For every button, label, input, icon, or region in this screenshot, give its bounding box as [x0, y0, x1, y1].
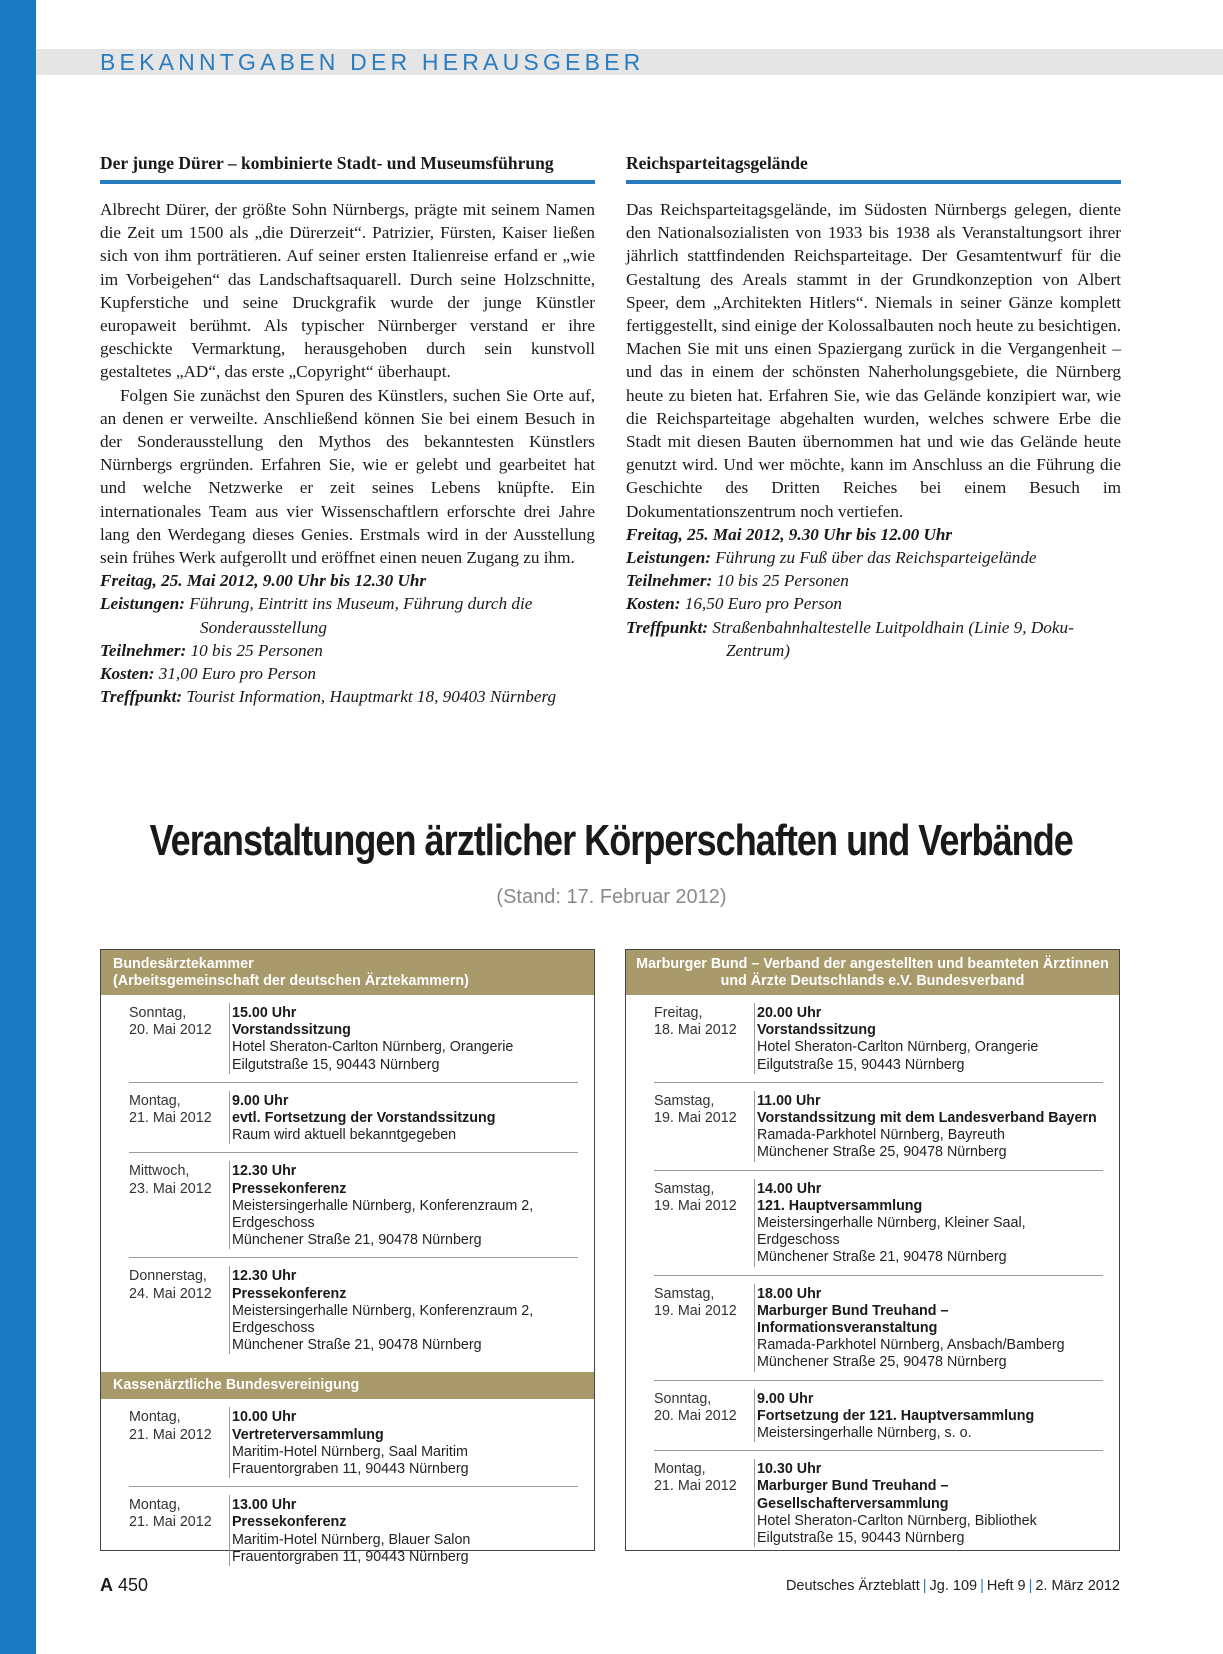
right-meta-row — [626, 569, 1121, 592]
event-location-line: Hotel Sheraton-Carlton Nürnberg, Orangerie — [757, 1039, 1039, 1056]
event-location-line: Frauentorgraben 11, 90443 Nürnberg — [232, 1461, 469, 1478]
page-number-value: 450 — [118, 1575, 149, 1595]
event-info — [229, 1495, 578, 1566]
meta-label: Teilnehmer: — [626, 571, 713, 591]
event-time: 14.00 Uhr — [757, 1180, 822, 1197]
event-time: 11.00 Uhr — [757, 1092, 821, 1109]
event-title: evtl. Fortsetzung der Vorstandssitzung — [232, 1110, 496, 1127]
event-date: 21. Mai 2012 — [654, 1478, 737, 1495]
event-info — [229, 1161, 578, 1249]
events-stand-date: (Stand: 17. Februar 2012) — [496, 886, 727, 908]
event-entry — [654, 1381, 1103, 1452]
journal-name: Deutsches Ärzteblatt — [785, 1578, 920, 1594]
event-date: 21. Mai 2012 — [129, 1426, 212, 1443]
right-article-date: Freitag, 25. Mai 2012, 9.30 Uhr bis 12.00 Uhr — [626, 524, 953, 544]
meta-value: 10 bis 25 Personen — [716, 571, 849, 591]
event-date — [654, 1091, 754, 1162]
event-time: 20.00 Uhr — [757, 1005, 822, 1021]
event-title: Marburger Bund Treuhand – Gesellschafterversammlung — [757, 1478, 949, 1512]
event-day: Montag, — [129, 1497, 181, 1514]
event-list — [626, 995, 1119, 1555]
event-date — [654, 1389, 754, 1443]
meta-label: Treffpunkt: — [100, 687, 183, 707]
left-article — [100, 152, 595, 708]
page-prefix: A — [100, 1575, 113, 1595]
event-info — [754, 1284, 1103, 1372]
left-meta-row — [100, 662, 595, 685]
meta-value: Führung, Eintritt ins Museum, Führung durch die Sonderausstellung — [189, 594, 533, 637]
event-location-line: Frauentorgraben 11, 90443 Nürnberg — [232, 1548, 469, 1565]
event-date — [129, 1003, 229, 1074]
meta-label: Treffpunkt: — [626, 617, 709, 637]
events-title: Veranstaltungen ärztlicher Körperschaften und Verbände — [149, 816, 1073, 865]
event-entry — [654, 1276, 1103, 1381]
box-header-line: Bundesärztekammer — [113, 956, 254, 972]
left-article-date: Freitag, 25. Mai 2012, 9.00 Uhr bis 12.30 Uhr — [100, 571, 427, 591]
event-day: Donnerstag, — [129, 1268, 207, 1285]
event-day: Sonntag, — [129, 1005, 187, 1021]
event-location-line: Maritim-Hotel Nürnberg, Blauer Salon — [232, 1531, 471, 1548]
event-date: 23. Mai 2012 — [129, 1180, 212, 1197]
event-location-line: Münchener Straße 25, 90478 Nürnberg — [757, 1144, 1007, 1161]
event-date — [654, 1003, 754, 1074]
event-title: Vertreterversammlung — [232, 1426, 384, 1443]
event-date: 20. Mai 2012 — [654, 1407, 737, 1424]
event-date — [654, 1459, 754, 1547]
footer-separator: | — [1028, 1578, 1033, 1594]
left-event-box — [100, 949, 595, 1565]
footer-separator: | — [922, 1578, 927, 1594]
left-meta-row — [100, 592, 595, 638]
event-entry — [129, 1258, 578, 1362]
event-time: 15.00 Uhr — [232, 1005, 297, 1021]
box-header-line: Marburger Bund – Verband der angestellten und beamteten Ärztinnen — [636, 956, 1109, 972]
event-time: 13.00 Uhr — [232, 1497, 297, 1514]
event-title: Pressekonferenz — [232, 1285, 347, 1302]
event-location-line: Raum wird aktuell bekanntgegeben — [232, 1127, 457, 1144]
event-location-line: Münchener Straße 25, 90478 Nürnberg — [757, 1354, 1007, 1371]
event-date: 19. Mai 2012 — [654, 1302, 737, 1319]
right-article — [626, 152, 1121, 662]
event-day: Montag, — [654, 1461, 706, 1478]
event-info — [754, 1459, 1103, 1547]
event-info — [229, 1266, 578, 1354]
event-date: 18. Mai 2012 — [654, 1022, 737, 1039]
event-info — [229, 1003, 578, 1074]
event-info — [754, 1091, 1103, 1162]
event-title: Fortsetzung der 121. Hauptversammlung — [757, 1407, 1035, 1424]
meta-label: Kosten: — [100, 664, 155, 684]
event-location-line: Meistersingerhalle Nürnberg, Konferenzraum 2, — [232, 1197, 534, 1214]
event-day: Mittwoch, — [129, 1163, 190, 1180]
box-header-line: und Ärzte Deutschlands e.V. Bundesverband — [720, 973, 1025, 989]
left-article-heading: Der junge Dürer – kombinierte Stadt- und Museumsführung — [100, 153, 554, 173]
event-title: Vorstandssitzung mit dem Landesverband Bayern — [757, 1110, 1097, 1127]
event-location-line: Erdgeschoss — [232, 1320, 315, 1337]
meta-label: Leistungen: — [100, 594, 185, 614]
right-meta-row — [626, 546, 1121, 569]
box-subheader: Kassenärztliche Bundesvereinigung — [101, 1372, 594, 1399]
event-location-line: Ramada-Parkhotel Nürnberg, Ansbach/Bamberg — [757, 1337, 1065, 1354]
event-date: 24. Mai 2012 — [129, 1285, 212, 1302]
event-location-line: Maritim-Hotel Nürnberg, Saal Maritim — [232, 1443, 468, 1460]
event-date: 19. Mai 2012 — [654, 1197, 737, 1214]
event-location-line: Münchener Straße 21, 90478 Nürnberg — [757, 1249, 1007, 1266]
event-entry — [129, 1153, 578, 1258]
event-time: 9.00 Uhr — [232, 1092, 289, 1109]
right-paragraph: Das Reichsparteitagsgelände, im Südosten Nürnbergs gelegen, diente den Nationalsozialisten von 1933 bis 1938 als Veranstaltungsort ihrer jährlich stattfindenden Reichsparteitage. Der Gesamtentwurf für die Gestaltung des Areals stammt in der Grundkonzeption von Albert Speer, dem „Architekten Hitlers“. Niemals in seiner Gänze komplett fertiggestellt, sind einige der Kolossalbauten noch heute zu besichtigen. Machen Sie mit uns einen Spaziergang zurück in die Vergangenheit – und das in einem der schönsten Naherholungsgebiete, die Nürnberg heute zu bieten hat. Erfahren Sie, wie das Gelände konzipiert war, wie die Reichsparteitage abgehalten wurden, welches schwere Erbe die Stadt mit diesen Bauten übernommen hat und wie das Gelände heute genutzt wird. Und wer möchte, kann im Anschluss an die Führung die Geschichte des Dritten Reiches bei einem Besuch im Dokumentationszentrum noch vertiefen. — [626, 200, 1121, 521]
event-location-line: Eilgutstraße 15, 90443 Nürnberg — [232, 1056, 440, 1073]
meta-label: Kosten: — [626, 594, 681, 614]
page-number — [100, 1574, 148, 1596]
event-list — [101, 1399, 594, 1574]
event-entry — [654, 995, 1103, 1083]
event-entry — [129, 1399, 578, 1487]
footer-separator: | — [980, 1578, 984, 1594]
event-location-line: Erdgeschoss — [757, 1232, 840, 1249]
event-date — [654, 1284, 754, 1372]
meta-value: Führung zu Fuß über das Reichsparteigelände — [715, 548, 1037, 568]
meta-value: 10 bis 25 Personen — [190, 640, 323, 660]
event-entry — [654, 1171, 1103, 1276]
event-location-line: Meistersingerhalle Nürnberg, s. o. — [757, 1425, 972, 1442]
right-meta-row — [626, 616, 1121, 662]
meta-value: Straßenbahnhaltestelle Luitpoldhain (Linie 9, Doku-Zentrum) — [712, 617, 1074, 660]
box-header — [626, 950, 1119, 995]
event-entry — [129, 1487, 578, 1574]
event-title: Pressekonferenz — [232, 1180, 347, 1197]
journal-issue: Heft 9 — [986, 1578, 1026, 1594]
event-day: Samstag, — [654, 1180, 715, 1197]
meta-value: 16,50 Euro pro Person — [684, 594, 842, 614]
event-date — [129, 1091, 229, 1145]
event-day: Samstag, — [654, 1092, 715, 1109]
event-info — [229, 1091, 578, 1145]
right-article-rule — [626, 180, 1121, 184]
event-info — [754, 1179, 1103, 1267]
event-location-line: Eilgutstraße 15, 90443 Nürnberg — [757, 1056, 965, 1073]
event-entry — [129, 1083, 578, 1154]
event-info — [754, 1389, 1103, 1443]
event-date — [129, 1407, 229, 1478]
event-date — [129, 1266, 229, 1354]
event-time: 12.30 Uhr — [232, 1163, 297, 1180]
event-date — [654, 1179, 754, 1267]
event-info — [229, 1407, 578, 1478]
left-meta-row — [100, 639, 595, 662]
event-day: Freitag, — [654, 1005, 703, 1021]
event-day: Samstag, — [654, 1285, 715, 1302]
event-time: 18.00 Uhr — [757, 1285, 822, 1302]
event-list — [101, 995, 594, 1362]
box-header-line: (Arbeitsgemeinschaft der deutschen Ärztekammern) — [113, 973, 469, 989]
event-time: 10.30 Uhr — [757, 1461, 822, 1478]
event-date: 21. Mai 2012 — [129, 1514, 212, 1531]
event-title: Pressekonferenz — [232, 1514, 347, 1531]
section-label: BEKANNTGABEN DER HERAUSGEBER — [100, 49, 645, 75]
event-title: Vorstandssitzung — [232, 1022, 351, 1039]
event-title: Vorstandssitzung — [757, 1022, 876, 1039]
right-article-heading: Reichsparteitagsgelände — [626, 153, 808, 173]
event-location-line: Hotel Sheraton-Carlton Nürnberg, Orangerie — [232, 1039, 514, 1056]
left-meta-row — [100, 685, 595, 708]
meta-label: Leistungen: — [626, 548, 711, 568]
event-date — [129, 1161, 229, 1249]
meta-label: Teilnehmer: — [100, 640, 187, 660]
event-time: 10.00 Uhr — [232, 1409, 297, 1426]
box-header — [101, 950, 594, 995]
left-paragraph: Albrecht Dürer, der größte Sohn Nürnbergs, prägte mit seinem Namen die Zeit um 1500 als „die Dürerzeit“. Patrizier, Fürsten, Kaiser ließen sich von ihm porträtieren. Auf seiner ersten Italienreise erfand er „wie im Vorbeigehen“ das Landschaftsaquarell. Durch seine Holzschnitte, Kupferstiche und seine Druckgrafik wurde der junge Künstler europaweit berühmt. Als typischer Nürnberger verstand er ihre geschickte Vermarktung, herausgehoben durch sein kunstvoll gestaltetes „AD“, das erste „Copyright“ überhaupt. — [100, 200, 595, 382]
event-day: Montag, — [129, 1409, 181, 1426]
left-article-rule — [100, 180, 595, 184]
event-location-line: Ramada-Parkhotel Nürnberg, Bayreuth — [757, 1127, 1005, 1144]
event-time: 12.30 Uhr — [232, 1268, 297, 1285]
right-event-box — [625, 949, 1120, 1551]
event-location-line: Eilgutstraße 15, 90443 Nürnberg — [757, 1530, 965, 1547]
event-day: Sonntag, — [654, 1390, 712, 1407]
event-day: Montag, — [129, 1092, 181, 1109]
event-info — [754, 1003, 1103, 1074]
event-date — [129, 1495, 229, 1566]
event-title: 121. Hauptversammlung — [757, 1197, 923, 1214]
journal-footer — [786, 1577, 1120, 1595]
event-entry — [129, 995, 578, 1083]
event-entry — [654, 1451, 1103, 1555]
journal-volume: Jg. 109 — [929, 1578, 978, 1594]
journal-date: 2. März 2012 — [1035, 1578, 1120, 1594]
event-location-line: Meistersingerhalle Nürnberg, Kleiner Saal, — [757, 1215, 1026, 1232]
sidebar-color-bar — [0, 0, 36, 1654]
event-date: 19. Mai 2012 — [654, 1110, 737, 1127]
event-location-line: Hotel Sheraton-Carlton Nürnberg, Bibliothek — [757, 1512, 1037, 1529]
event-location-line: Münchener Straße 21, 90478 Nürnberg — [232, 1337, 482, 1354]
event-title: Marburger Bund Treuhand – Informationsveranstaltung — [757, 1302, 949, 1337]
event-date: 21. Mai 2012 — [129, 1110, 212, 1127]
meta-value: Tourist Information, Hauptmarkt 18, 90403 Nürnberg — [186, 687, 557, 707]
right-meta-row — [626, 592, 1121, 615]
event-location-line: Erdgeschoss — [232, 1215, 315, 1232]
left-paragraph: Folgen Sie zunächst den Spuren des Künstlers, suchen Sie Orte auf, an denen er verweilte. Anschließend können Sie bei einem Besuch in der Sonderausstellung den Mythos des bekanntesten Künstlers Nürnbergs ergründen. Erfahren Sie, wie er gelebt und gearbeitet hat und welche Netzwerke er zeit seines Lebens knüpfte. Ein internationales Team aus vier Wissenschaftlern erforschte drei Jahre lang den Werdegang dieses Genies. Erstmals wird in der Ausstellung sein frühes Werk aufgerollt und eröffnet einen neuen Zugang zu ihm. — [100, 385, 595, 568]
event-location-line: Meistersingerhalle Nürnberg, Konferenzraum 2, — [232, 1302, 534, 1319]
event-location-line: Münchener Straße 21, 90478 Nürnberg — [232, 1232, 482, 1249]
event-time: 9.00 Uhr — [757, 1390, 814, 1407]
event-entry — [654, 1083, 1103, 1171]
event-date: 20. Mai 2012 — [129, 1022, 212, 1039]
meta-value: 31,00 Euro pro Person — [158, 664, 316, 684]
